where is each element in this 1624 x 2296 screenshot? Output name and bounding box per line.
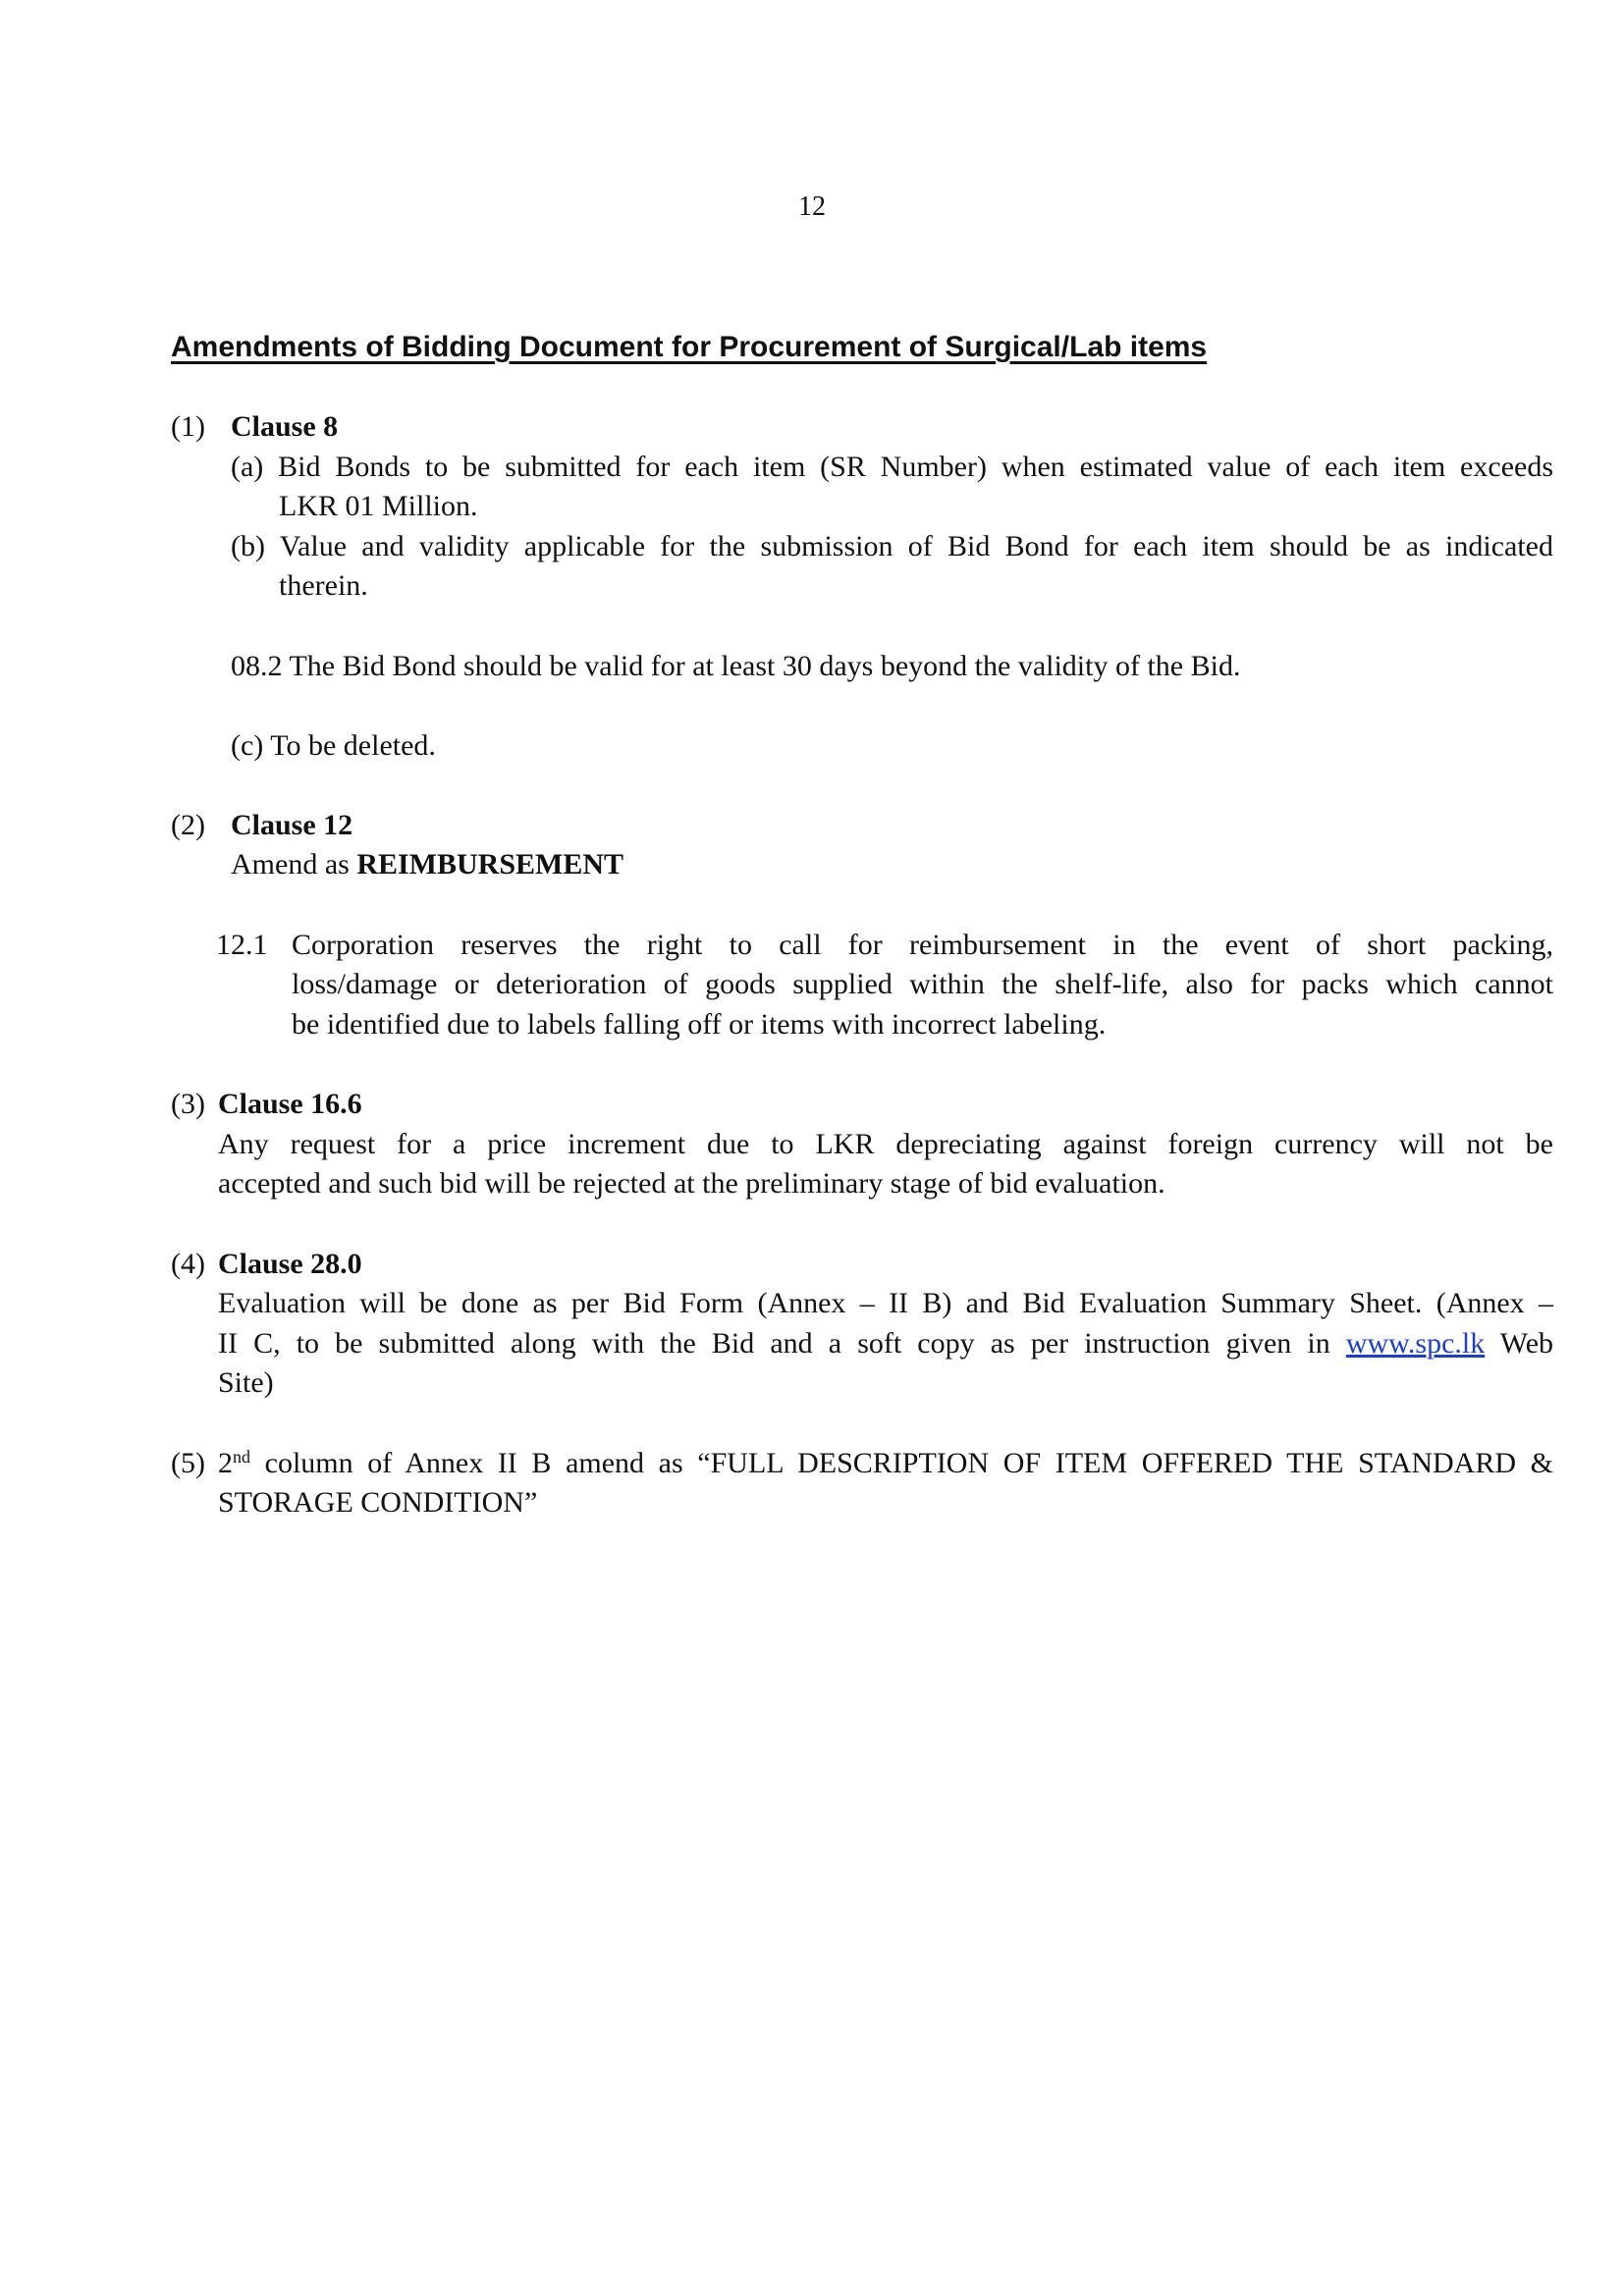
annex-line-1 — [218, 1449, 1553, 1478]
clause-8-b-line-1: (b) Value and validity applicable for the submission of Bid Bond for each item should be as indicated — [231, 530, 1553, 562]
line-text: column of Annex II B amend as “FULL DESCRIPTION OF ITEM OFFERED THE STANDARD & — [250, 1447, 1553, 1479]
ordinal-number: 2 — [218, 1447, 233, 1479]
clause-16-6-line-1: Any request for a price increment due to LKR depreciating against foreign currency will not be — [218, 1128, 1553, 1160]
document-heading: Amendments of Bidding Document for Procurement of Surgical/Lab items — [171, 331, 1208, 363]
sub-clause-number: 12.1 — [216, 929, 268, 961]
page-number: 12 — [798, 191, 826, 222]
section-number: (4) — [171, 1248, 205, 1280]
section-number: (1) — [171, 410, 205, 443]
amend-keyword: REIMBURSEMENT — [356, 848, 624, 881]
clause-28-0-line-3: Site) — [218, 1366, 274, 1399]
clause-title: Clause 28.0 — [218, 1248, 362, 1280]
clause-title: Clause 8 — [231, 410, 339, 443]
section-number: (3) — [171, 1088, 205, 1120]
line-text: II C, to be submitted along with the Bid and a soft copy as per instruction given in — [218, 1327, 1346, 1360]
clause-12-1-line-3: be identified due to labels falling off or items with incorrect labeling. — [292, 1008, 1107, 1041]
spc-website-link[interactable]: www.spc.lk — [1345, 1327, 1486, 1360]
clause-8-c: (c) To be deleted. — [231, 729, 436, 762]
clause-12-1-line-2: loss/damage or deterioration of goods supplied within the shelf-life, also for packs which cannot — [292, 968, 1553, 1000]
amend-prefix: Amend as — [231, 848, 357, 881]
clause-8-b-line-2: therein. — [279, 569, 368, 602]
clause-title: Clause 16.6 — [218, 1088, 362, 1120]
clause-8-a-line-1: (a) Bid Bonds to be submitted for each item (SR Number) when estimated value of each item exceeds — [231, 451, 1553, 483]
clause-12-1-line-1: Corporation reserves the right to call for reimbursement in the event of short packing, — [292, 929, 1553, 961]
clause-16-6-line-2: accepted and such bid will be rejected at the preliminary stage of bid evaluation. — [218, 1167, 1165, 1200]
annex-line-2: STORAGE CONDITION” — [218, 1486, 538, 1519]
section-number: (2) — [171, 809, 205, 841]
ordinal-suffix: nd — [233, 1447, 250, 1467]
clause-title: Clause 12 — [231, 809, 353, 841]
line-text: Web — [1485, 1327, 1554, 1360]
clause-8-a-line-2: LKR 01 Million. — [279, 490, 478, 522]
clause-28-0-line-2 — [218, 1329, 1553, 1359]
clause-28-0-line-1: Evaluation will be done as per Bid Form (Annex – II B) and Bid Evaluation Summary Sheet. (Annex – — [218, 1287, 1553, 1319]
clause-8-2: 08.2 The Bid Bond should be valid for at least 30 days beyond the validity of the Bid. — [231, 650, 1241, 682]
clause-12-amend — [231, 850, 623, 880]
section-number: (5) — [171, 1447, 205, 1479]
